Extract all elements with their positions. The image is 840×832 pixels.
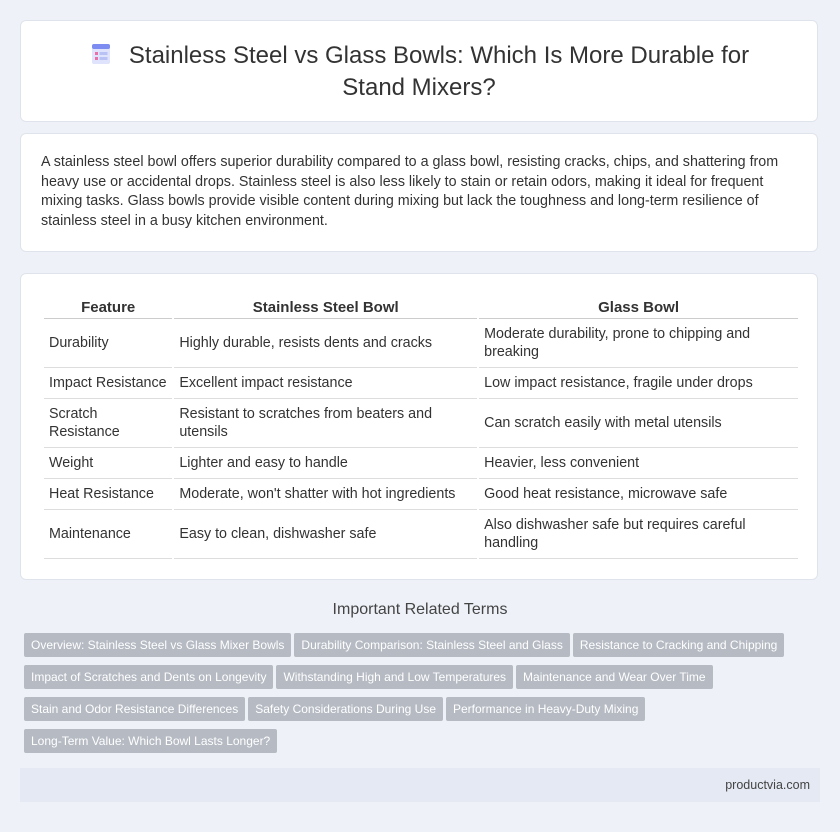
table-cell: Durability [44, 319, 172, 368]
table-cell: Moderate, won't shatter with hot ingredients [174, 479, 477, 510]
footer [20, 768, 820, 802]
list-document-icon [89, 42, 113, 73]
table-row [44, 448, 798, 479]
term-tag[interactable]: Impact of Scratches and Dents on Longevity [24, 665, 273, 689]
comparison-table [42, 296, 800, 559]
term-tag[interactable]: Stain and Odor Resistance Differences [24, 697, 245, 721]
table-cell: Heat Resistance [44, 479, 172, 510]
intro-paragraph: A stainless steel bowl offers superior durability compared to a glass bowl, resisting cracks, chips, and shattering from heavy use or accidental drops. Stainless steel is also less likely to stain or retain odors, making it ideal for frequent mixing tasks. Glass bowls provide visible content during mixing but lack the toughness and long-term resilience of stainless steel in a busy kitchen environment. [41, 154, 779, 229]
term-tag[interactable]: Overview: Stainless Steel vs Glass Mixer Bowls [24, 633, 291, 657]
table-cell: Lighter and easy to handle [174, 448, 477, 479]
table-row [44, 399, 798, 448]
table-cell: Can scratch easily with metal utensils [479, 399, 798, 448]
table-cell: Easy to clean, dishwasher safe [174, 510, 477, 559]
column-header: Feature [44, 296, 172, 319]
page-title [69, 41, 769, 102]
term-tag[interactable]: Safety Considerations During Use [248, 697, 443, 721]
table-row [44, 319, 798, 368]
header-card [20, 20, 818, 122]
term-tag[interactable]: Long-Term Value: Which Bowl Lasts Longer? [24, 729, 277, 753]
table-row [44, 479, 798, 510]
table-header-row [44, 296, 798, 319]
table-cell: Scratch Resistance [44, 399, 172, 448]
table-cell: Good heat resistance, microwave safe [479, 479, 798, 510]
table-cell: Maintenance [44, 510, 172, 559]
table-cell: Weight [44, 448, 172, 479]
related-terms-title: Important Related Terms [332, 601, 508, 618]
table-cell: Excellent impact resistance [174, 368, 477, 399]
column-header: Stainless Steel Bowl [174, 296, 477, 319]
table-row [44, 368, 798, 399]
page-title-text: Stainless Steel vs Glass Bowls: Which Is More Durable for Stand Mixers? [128, 41, 750, 101]
table-cell: Heavier, less convenient [479, 448, 798, 479]
term-tag[interactable]: Maintenance and Wear Over Time [516, 665, 713, 689]
related-terms-tags [24, 633, 824, 761]
table-row [44, 510, 798, 559]
table-cell: Moderate durability, prone to chipping and breaking [479, 319, 798, 368]
table-cell: Low impact resistance, fragile under drops [479, 368, 798, 399]
intro-card [20, 133, 818, 252]
table-cell: Resistant to scratches from beaters and utensils [174, 399, 477, 448]
term-tag[interactable]: Performance in Heavy-Duty Mixing [446, 697, 645, 721]
term-tag[interactable]: Durability Comparison: Stainless Steel and Glass [294, 633, 569, 657]
term-tag[interactable]: Withstanding High and Low Temperatures [276, 665, 513, 689]
table-cell: Highly durable, resists dents and cracks [174, 319, 477, 368]
column-header: Glass Bowl [479, 296, 798, 319]
comparison-table-card [20, 273, 818, 580]
term-tag[interactable]: Resistance to Cracking and Chipping [573, 633, 784, 657]
table-cell: Impact Resistance [44, 368, 172, 399]
table-cell: Also dishwasher safe but requires careful handling [479, 510, 798, 559]
footer-site-link[interactable]: productvia.com [725, 778, 810, 792]
